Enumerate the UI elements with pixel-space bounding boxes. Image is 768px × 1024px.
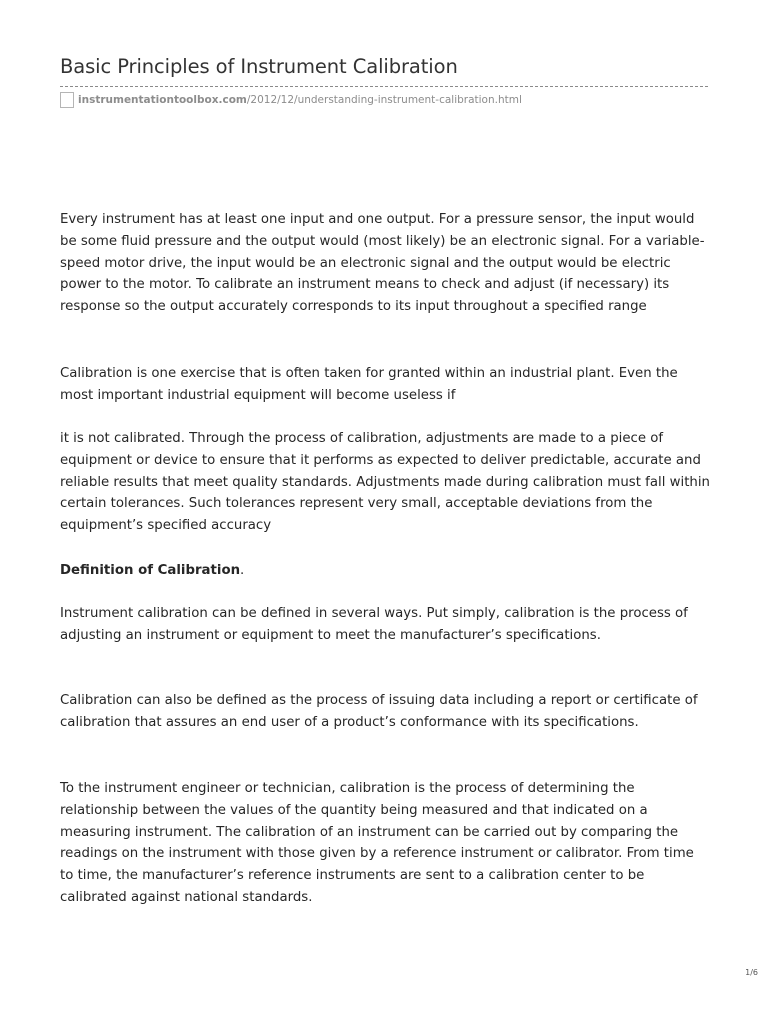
paragraph-definition-certificate: Calibration can also be defined as the process of issuing data including a report or certificate of calibration that assures an end user of a product’s conformance with its specifications.	[60, 693, 698, 730]
paragraph-calibration-intro: Calibration is one exercise that is often taken for granted within an industrial plant. Even the most important industrial equipment will become useless if	[60, 366, 678, 403]
heading-period: .	[240, 563, 245, 578]
paragraph-instrument-io: Every instrument has at least one input and one output. For a pressure sensor, the input would be some fluid pressure and the output would (most likely) be an electronic signal. For a variable-speed motor drive, the input would be an electronic signal and the output would be electric power to the motor. To calibrate an instrument means to check and adjust (if necessary) its response so the output accurately corresponds to its input throughout a specified range	[60, 212, 705, 315]
source-path: /2012/12/understanding-instrument-calibration.html	[246, 94, 522, 106]
source-domain: instrumentationtoolbox.com	[78, 94, 247, 106]
page-number: 1/6	[745, 968, 758, 977]
heading-definition: Definition of Calibration	[60, 563, 241, 578]
page-title: Basic Principles of Instrument Calibration	[60, 55, 458, 78]
site-favicon-icon	[60, 92, 74, 108]
paragraph-definition-engineer: To the instrument engineer or technician, calibration is the process of determining the relationship between the values of the quantity being measured and that indicated on a measuring instrument. The calibration of an instrument can be carried out by comparing the readings on the instrument with those given by a reference instrument or calibrator. From time to time, the manufacturer’s reference instruments are sent to a calibration center to be calibrated against national standards.	[60, 781, 694, 905]
paragraph-definition-simple: Instrument calibration can be defined in several ways. Put simply, calibration is the process of adjusting an instrument or equipment to meet the manufacturer’s specifications.	[60, 606, 688, 643]
paragraph-calibration-process: it is not calibrated. Through the process of calibration, adjustments are made to a piece of equipment or device to ensure that it performs as expected to deliver predictable, accurate and reliable results that meet quality standards. Adjustments made during calibration must fall within certain tolerances. Such tolerances represent very small, acceptable deviations from the equipment’s specified accuracy	[60, 431, 710, 534]
title-divider	[60, 86, 708, 87]
source-link[interactable]	[60, 91, 522, 109]
section-heading	[60, 560, 710, 582]
